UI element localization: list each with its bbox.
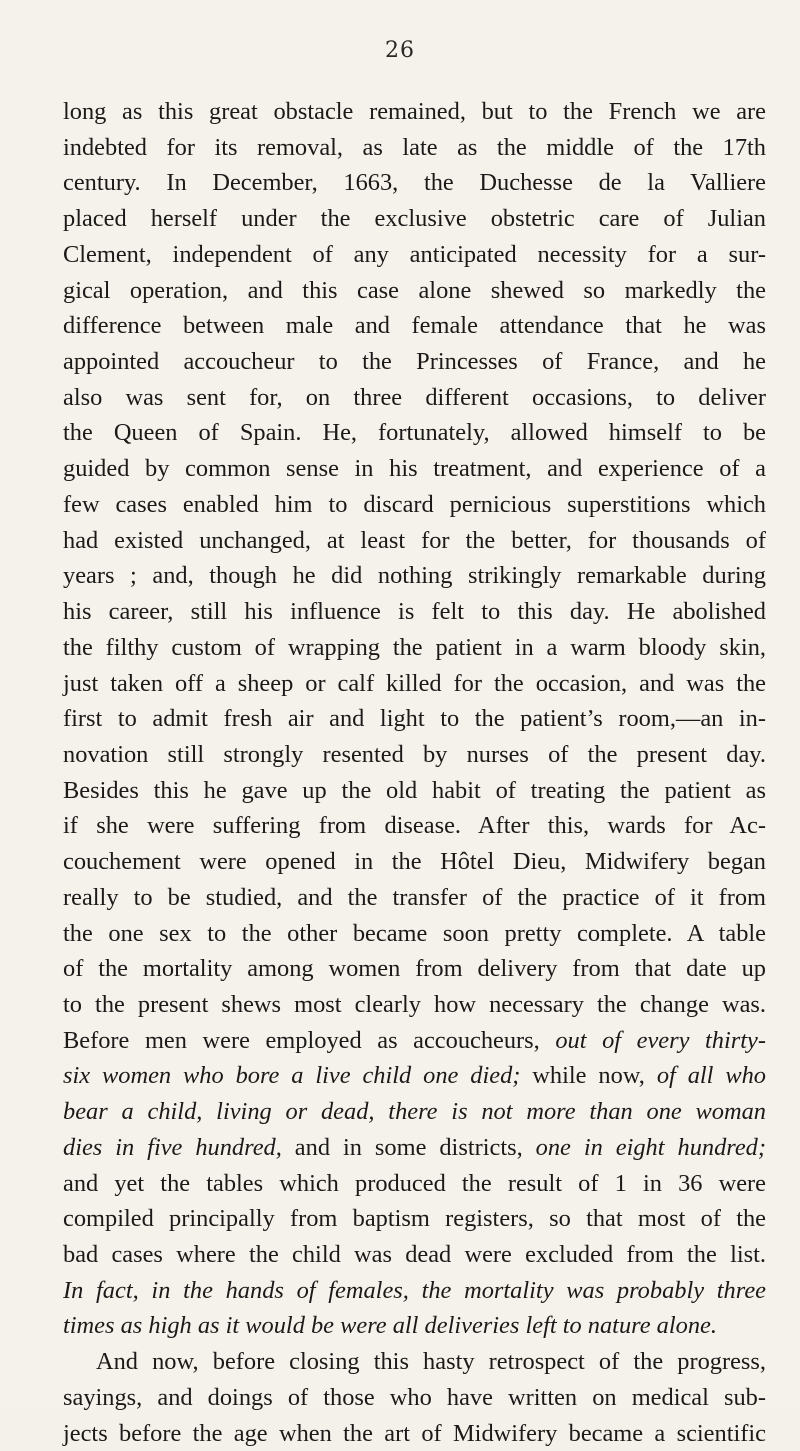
text-line (63, 1201, 766, 1237)
text-line (63, 1166, 766, 1202)
italic-text-segment: of all who (656, 1062, 766, 1090)
text-segment: to the present shews most clearly how necessary the change was. (63, 990, 766, 1018)
text-segment: long as this great obstacle remained, but to the French we are (63, 98, 766, 125)
text-segment: just taken off a sheep or calf killed for the occasion, and was the (63, 669, 766, 697)
text-segment: the filthy custom of wrapping the patient in a warm bloody skin, (63, 633, 766, 661)
text-line (63, 523, 766, 559)
text-segment: of the mortality among women from delivery from that date up (63, 955, 766, 983)
text-line (63, 94, 766, 130)
body-text (63, 94, 766, 1451)
text-segment: few cases enabled him to discard pernicious superstitions which (63, 490, 766, 518)
italic-text-segment: bear a child, living or dead, there is not more than one woman (63, 1098, 766, 1126)
text-line (63, 1023, 766, 1059)
text-segment: appointed accoucheur to the Princesses of France, and he (63, 348, 766, 376)
text-line (63, 773, 766, 809)
text-line (63, 237, 766, 273)
italic-text-segment: six women who bore a live child one died; (63, 1062, 521, 1090)
text-segment: and yet the tables which produced the result of 1 in 36 were (63, 1169, 766, 1197)
text-segment: sayings, and doings of those who have written on medical sub- (63, 1383, 766, 1411)
text-segment: first to admit fresh air and light to the patient’s room,—an in- (63, 705, 766, 733)
text-line (63, 380, 766, 416)
text-segment: also was sent for, on three different occasions, to deliver (63, 383, 766, 411)
text-line (63, 1416, 766, 1451)
text-line (63, 558, 766, 594)
text-segment: placed herself under the exclusive obstetric care of Julian (63, 205, 766, 233)
text-line (63, 1237, 766, 1273)
text-line (63, 666, 766, 702)
text-line (63, 1308, 766, 1344)
text-segment: really to be studied, and the transfer of the practice of it from (63, 883, 766, 911)
text-segment: compiled principally from baptism registers, so that most of the (63, 1205, 766, 1233)
text-line (63, 951, 766, 987)
text-line (63, 1344, 766, 1380)
text-line (63, 1094, 766, 1130)
text-segment: jects before the age when the art of Midwifery became a scientific (63, 1419, 766, 1447)
italic-text-segment: times as high as it would be were all deliveries left to nature alone. (63, 1312, 717, 1340)
text-line (63, 415, 766, 451)
text-segment: Besides this he gave up the old habit of treating the patient as (63, 776, 766, 804)
text-line (63, 1273, 766, 1309)
text-segment: the one sex to the other became soon pretty complete. A table (63, 919, 766, 947)
text-segment: and in some districts, (281, 1133, 536, 1161)
text-line (63, 701, 766, 737)
text-segment: had existed unchanged, at least for the better, for thousands of (63, 526, 766, 554)
text-segment: century. In December, 1663, the Duchesse de la Valliere (63, 169, 766, 197)
text-segment: if she were suffering from disease. After this, wards for Ac- (63, 812, 766, 840)
text-line (63, 451, 766, 487)
text-line (63, 1058, 766, 1094)
text-segment: the Queen of Spain. He, fortunately, allowed himself to be (63, 419, 766, 447)
text-segment: Before men were employed as accoucheurs, (63, 1026, 556, 1054)
text-segment: Clement, independent of any anticipated necessity for a sur- (63, 240, 766, 268)
italic-text-segment: one in eight hundred; (535, 1133, 767, 1161)
text-line (63, 880, 766, 916)
text-line (63, 344, 766, 380)
text-line (63, 844, 766, 880)
text-segment: And now, before closing this hasty retrospect of the progress, (96, 1348, 766, 1376)
text-line (63, 487, 766, 523)
text-line (63, 165, 766, 201)
text-line (63, 308, 766, 344)
text-line (63, 273, 766, 309)
text-segment: years ; and, though he did nothing strikingly remarkable during (63, 562, 766, 590)
page-number: 26 (385, 38, 415, 63)
text-segment: difference between male and female attendance that he was (63, 312, 766, 340)
italic-text-segment: out of every thirty- (555, 1026, 766, 1054)
text-line (63, 737, 766, 773)
text-line (63, 201, 766, 237)
text-line (63, 916, 766, 952)
text-line (63, 1380, 766, 1416)
text-line (63, 594, 766, 630)
text-segment: gical operation, and this case alone shewed so markedly the (63, 276, 766, 304)
text-line (63, 987, 766, 1023)
text-line (63, 1130, 766, 1166)
text-line (63, 130, 766, 166)
text-segment: indebted for its removal, as late as the middle of the 17th (63, 133, 766, 161)
text-segment: while now, (520, 1062, 657, 1090)
italic-text-segment: In fact, in the hands of females, the mortality was probably three (63, 1276, 766, 1304)
text-segment: bad cases where the child was dead were excluded from the list. (63, 1241, 766, 1268)
text-segment: guided by common sense in his treatment, and experience of a (63, 455, 766, 483)
text-segment: his career, still his influence is felt to this day. He abolished (63, 598, 766, 626)
text-line (63, 808, 766, 844)
text-line (63, 630, 766, 666)
text-segment: couchement were opened in the Hôtel Dieu, Midwifery began (63, 848, 766, 876)
text-segment: novation still strongly resented by nurses of the present day. (63, 740, 766, 768)
italic-text-segment: dies in five hundred, (63, 1133, 282, 1161)
